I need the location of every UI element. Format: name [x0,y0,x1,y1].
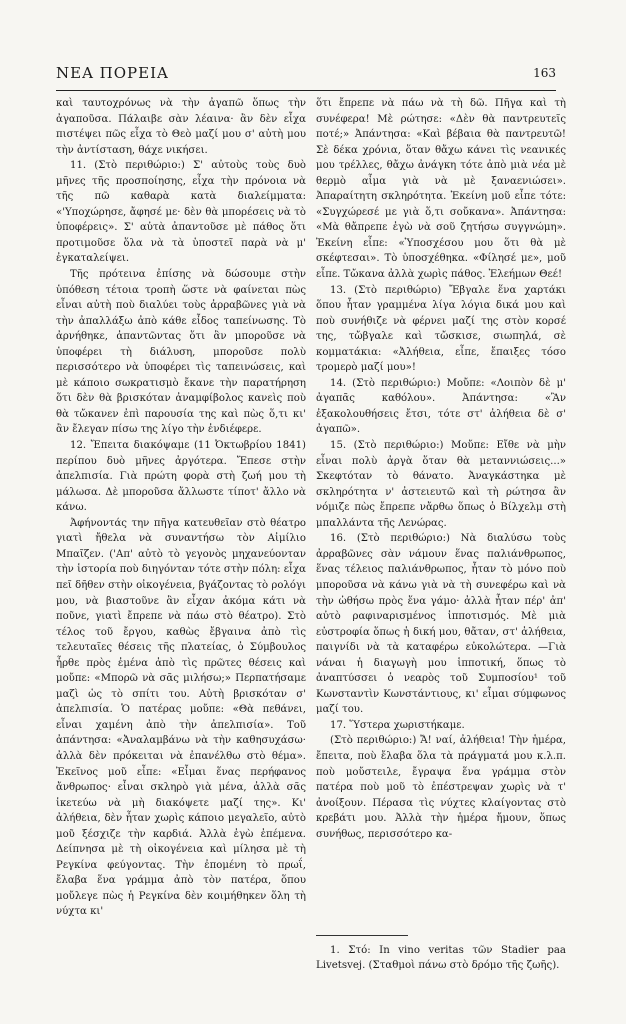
journal-title: ΝΕΑ ΠΟΡΕΙΑ [56,64,169,82]
header-rule [56,90,556,91]
paragraph: 12. Ἔπειτα διακόψαμε (11 Ὀκτωβρίου 1841) περίπου δυὸ μῆνες ἀργότερα. Ἔπεσε στὴν ἀπελπισία. Γιὰ πρώτη φορὰ στὴ ζωή μου τὴ μάλωσα. Δὲ μποροῦσα ἄλλωστε τίποτ' ἄλλο νὰ κάνω. [56,440,306,514]
paragraph: (Στὸ περιθώριο:) Ἄ! ναί, ἀλήθεια! Τὴν ἡμέρα, ἔπειτα, ποὺ ἔλαβα ὅλα τὰ πράγματά μου κ.λ.π. ποὺ μοὔστειλε, ἔγραψα ἕνα γράμμα στὸν πατέρα ποὺ μοῦ τὸ ἐπέστρεψαν χωρὶς νὰ τ' ἀνοίξουν. Πέρασα τὶς νύχτες κλαίγοντας στὸ κρεβάτι μου. Ἀλλὰ τὴν ἡμέρα ἤμουν, ὅπως συνήθως, περισσότερο κα- [316,735,566,840]
paragraph: ὅτι ἔπρεπε νὰ πάω νὰ τὴ δῶ. Πῆγα καὶ τὴ συνέφερα! Μὲ ρώτησε: «Δὲν θὰ παντρευτεῖς ποτέ;» Ἀπάντησα: «Καὶ βέβαια θὰ παντρευτῶ! Σὲ δέκα χρόνια, ὅταν θἄχω κάνει τὶς νεανικές μου τρέλλες, θἄχω ἀνάγκη τότε ἀπὸ μιὰ νέα μὲ θερμὸ αἷμα γιὰ νὰ μὲ ξαναενιώσει». Ἀπαραίτητη σκληρότητα. Ἐκείνη μοῦ εἶπε τότε: «Συγχώρεσέ με γιὰ ὅ,τι σοὔκανα». Ἀπάντησα: «Μὰ θἄπρεπε ἐγὼ νὰ σοῦ ζητήσω συγγνώμη». Ἐκείνη εἶπε: «Ὑποσχέσου μου ὅτι θὰ μὲ σκέφτεσαι». Τὸ ὑποσχέθηκα. «Φίλησέ με», μοῦ εἶπε. Τὤκανα ἀλλὰ χωρὶς πάθος. Ἐλεήμων Θεέ! [316,98,566,281]
paragraph: 17. Ὕστερα χωριστήκαμε. [330,719,465,731]
paragraph: Τῆς πρότεινα ἐπίσης νὰ δώσουμε στὴν ὑπόθεση τέτοια τροπὴ ὥστε νὰ φαίνεται πὼς εἶναι αὐτὴ ποὺ διαλύει τοὺς ἀρραβῶνες γιὰ νὰ τὴν ἀπαλλάξω ἀπὸ κάθε εἶδος ταπείνωσης. Τὸ ἀρνήθηκε, ἀπαντῶντας ὅτι ἂν μποροῦσε νὰ ὑποφέρει τὴ διάλυση, μποροῦσε πολὺ περισσότερο νὰ ὑποφέρει τὶς ταπεινώσεις, καὶ μὲ κάποιο σωκρατισμὸ ἔκανε τὴν παρατήρηση ὅτι δὲν θὰ βρισκόταν ἀναμφίβολος κανεὶς ποὺ θὰ τὤκανεν ἐπὶ παρουσία της καὶ πὼς ὅ,τι κι' ἂν ἔλεγαν πίσω της λίγο τὴν ἐνδιέφερε. [56,269,306,436]
left-column [56,96,306,920]
footnote [316,943,566,973]
paragraph: Ἀφήνοντάς την πῆγα κατευθεῖαν στὸ θέατρο γιατὶ ἤθελα νὰ συναντήσω τὸν Αἰμίλιο Μπαῖζεν. ('Απ' αὐτὸ τὸ γεγονὸς μηχανεύονταν τὴν ἱστορία ποὺ διηγόνταν τότε στὴν πόλη: εἶχα πεῖ δῆθεν στὴν οἰκογένεια, βγάζοντας τὸ ρολόγι μου, νὰ βιαστοῦνε ἂν εἶχαν ἀκόμα κάτι νὰ ποῦνε, γιατὶ ἔπρεπε νὰ πάω στὸ θέατρο). Στὸ τέλος τοῦ ἔργου, καθὼς ἔβγαινα ἀπὸ τὶς τελευταῖες θέσεις τῆς πλατείας, ὁ Σύμβουλος ἦρθε πρὸς ἐμένα ἀπὸ τὶς πρῶτες θέσεις καὶ μοὔπε: «Μπορῶ νὰ σᾶς μιλήσω;» Περπατήσαμε μαζὶ ὡς τὸ σπίτι του. Αὐτὴ βρισκόταν σ' ἀπελπισία. Ὁ πατέρας μοὔπε: «Θὰ πεθάνει, εἶναι χαμένη ἀπὸ τὴν ἀπελπισία». Τοῦ ἀπάντησα: «Ἀναλαμβάνω νὰ τὴν καθησυχάσω· ἀλλὰ δὲν πρόκειται νὰ ἐπανέλθω στὸ θέμα». Ἐκεῖνος μοῦ εἶπε: «Εἶμαι ἕνας περήφανος ἄνθρωπος· εἶναι σκληρὸ γιὰ μένα, ἀλλὰ σᾶς ἱκετεύω νὰ μὴ διακόψετε μαζί της». Κι' ἀλήθεια, δὲν ἦταν χωρὶς κάποιο μεγαλεῖο, αὐτὸ μοῦ ξέσχιζε τὴν καρδιά. Ἀλλὰ ἐγὼ ἐπέμενα. Δείπνησα μὲ τὴ οἰκογένεια καὶ μίλησα μὲ τὴ Ρεγκίνα φεύγοντας. Τὴν ἐπομένη τὸ πρωΐ, ἔλαβα ἕνα γράμμα ἀπὸ τὸν πατέρα, ὅπου μοὔλεγε πὼς ἡ Ρεγκίνα δὲν κοιμήθηκεν ὅλη τὴ νύχτα κι' [56,517,306,918]
paragraph: 14. (Στὸ περιθώριο:) Μοὔπε: «Λοιπὸν δὲ μ' ἀγαπᾶς καθόλου». Ἀπάντησα: «Ἂν ἐξακολουθήσεις ἔτσι, τότε στ' ἀλήθεια δὲ σ' ἀγαπῶ». [316,377,566,436]
page-header [56,60,556,86]
footnote-text: 1. Στό: In vino veritas τῶν Stadier paa Livetsvej. (Σταθμοὶ πάνω στὸ δρόμο τῆς ζωῆς). [316,945,566,971]
page-number: 163 [533,66,556,80]
paragraph: 16. (Στὸ περιθώριο:) Νὰ διαλύσω τοὺς ἀρραβῶνες σὰν νάμουν ἕνας παλιάνθρωπος, ἕνας τέλειος παλιάνθρωπος, ἦταν τὸ μόνο ποὺ μποροῦσα νὰ κάνω γιὰ νὰ τὴ συνεφέρω καὶ νὰ τὴν ὠθήσω πρὸς ἕνα γάμο· ἀλλὰ ἦταν πέρ' ἀπ' αὐτὸ ραφιναρισμένος ἱπποτισμός. Μὲ μιὰ εὐστροφία ὅπως ἡ δική μου, θἄταν, στ' ἀλήθεια, παιγνίδι νὰ τὰ καταφέρω εὐκολώτερα. —Γιὰ νάναι ἡ διαγωγὴ μου ἱπποτική, ὅπως τὸ ἀναπτύσσει ὁ νεαρὸς τοῦ Συμποσίου¹ τοῦ Κωνσταντὶν Κωνστάντιους, κι' εἶμαι σύμφωνος μαζί του. [316,533,566,716]
paragraph: 11. (Στὸ περιθώριο:) Σ' αὐτοὺς τοὺς δυὸ μῆνες τῆς προσποίησης, εἶχα τὴν πρόνοια νὰ τῆς πῶ καθαρὰ κατὰ διαλείμματα: «'Υποχώρησε, ἄφησέ με· δὲν θὰ μπορέσεις νὰ τὸ ὑποφέρεις». Σ' αὐτὰ ἀπαντοῦσε μὲ πάθος ὅτι προτιμοῦσε ὅλα νὰ τὰ ὑποστεῖ παρὰ νὰ μ' ἐγκαταλείψει. [56,160,306,265]
paragraph: 13. (Στὸ περιθώριο) Ἔβγαλε ἕνα χαρτάκι ὅπου ἦταν γραμμένα λίγα λόγια δικά μου καὶ ποὺ συνήθιζε νὰ φέρνει μαζί της στὸν κορσέ της, τὤβγαλε καὶ τὤσκισε, σιωπηλά, σὲ κομματάκια: «Ἀλήθεια, εἶπε, ἔπαιξες τόσο τρομερὸ μαζί μου»! [316,284,566,374]
paragraph: 15. (Στὸ περιθώριο:) Μοὔπε: Εἴθε νὰ μὴν εἶναι πολὺ ἀργὰ ὅταν θὰ μεταννιώσεις...» Σκεφτόταν τὸ θάνατο. Ἀναγκάστηκα μὲ σκληρότητα ν' ἀστειευτῶ καὶ τὴ ρώτησα ἂν νόμιζε πὼς ἔπρεπε νἄρθω ὅπως ὁ Βίλχελμ στὴ μπαλλάντα τῆς Λενώρας. [316,440,566,529]
right-column [316,96,566,842]
footnote-rule [316,935,408,936]
paragraph: καὶ ταυτοχρόνως νὰ τὴν ἀγαπῶ ὅπως τὴν ἀγαποῦσα. Πάλαιβε σὰν λέαινα· ἂν δὲν εἶχα πιστέψει πῶς εἶχα τὸ Θεὸ μαζί μου σ' αὐτὴ μου τὴν ἀντίσταση, θάχε νικήσει. [56,98,306,156]
